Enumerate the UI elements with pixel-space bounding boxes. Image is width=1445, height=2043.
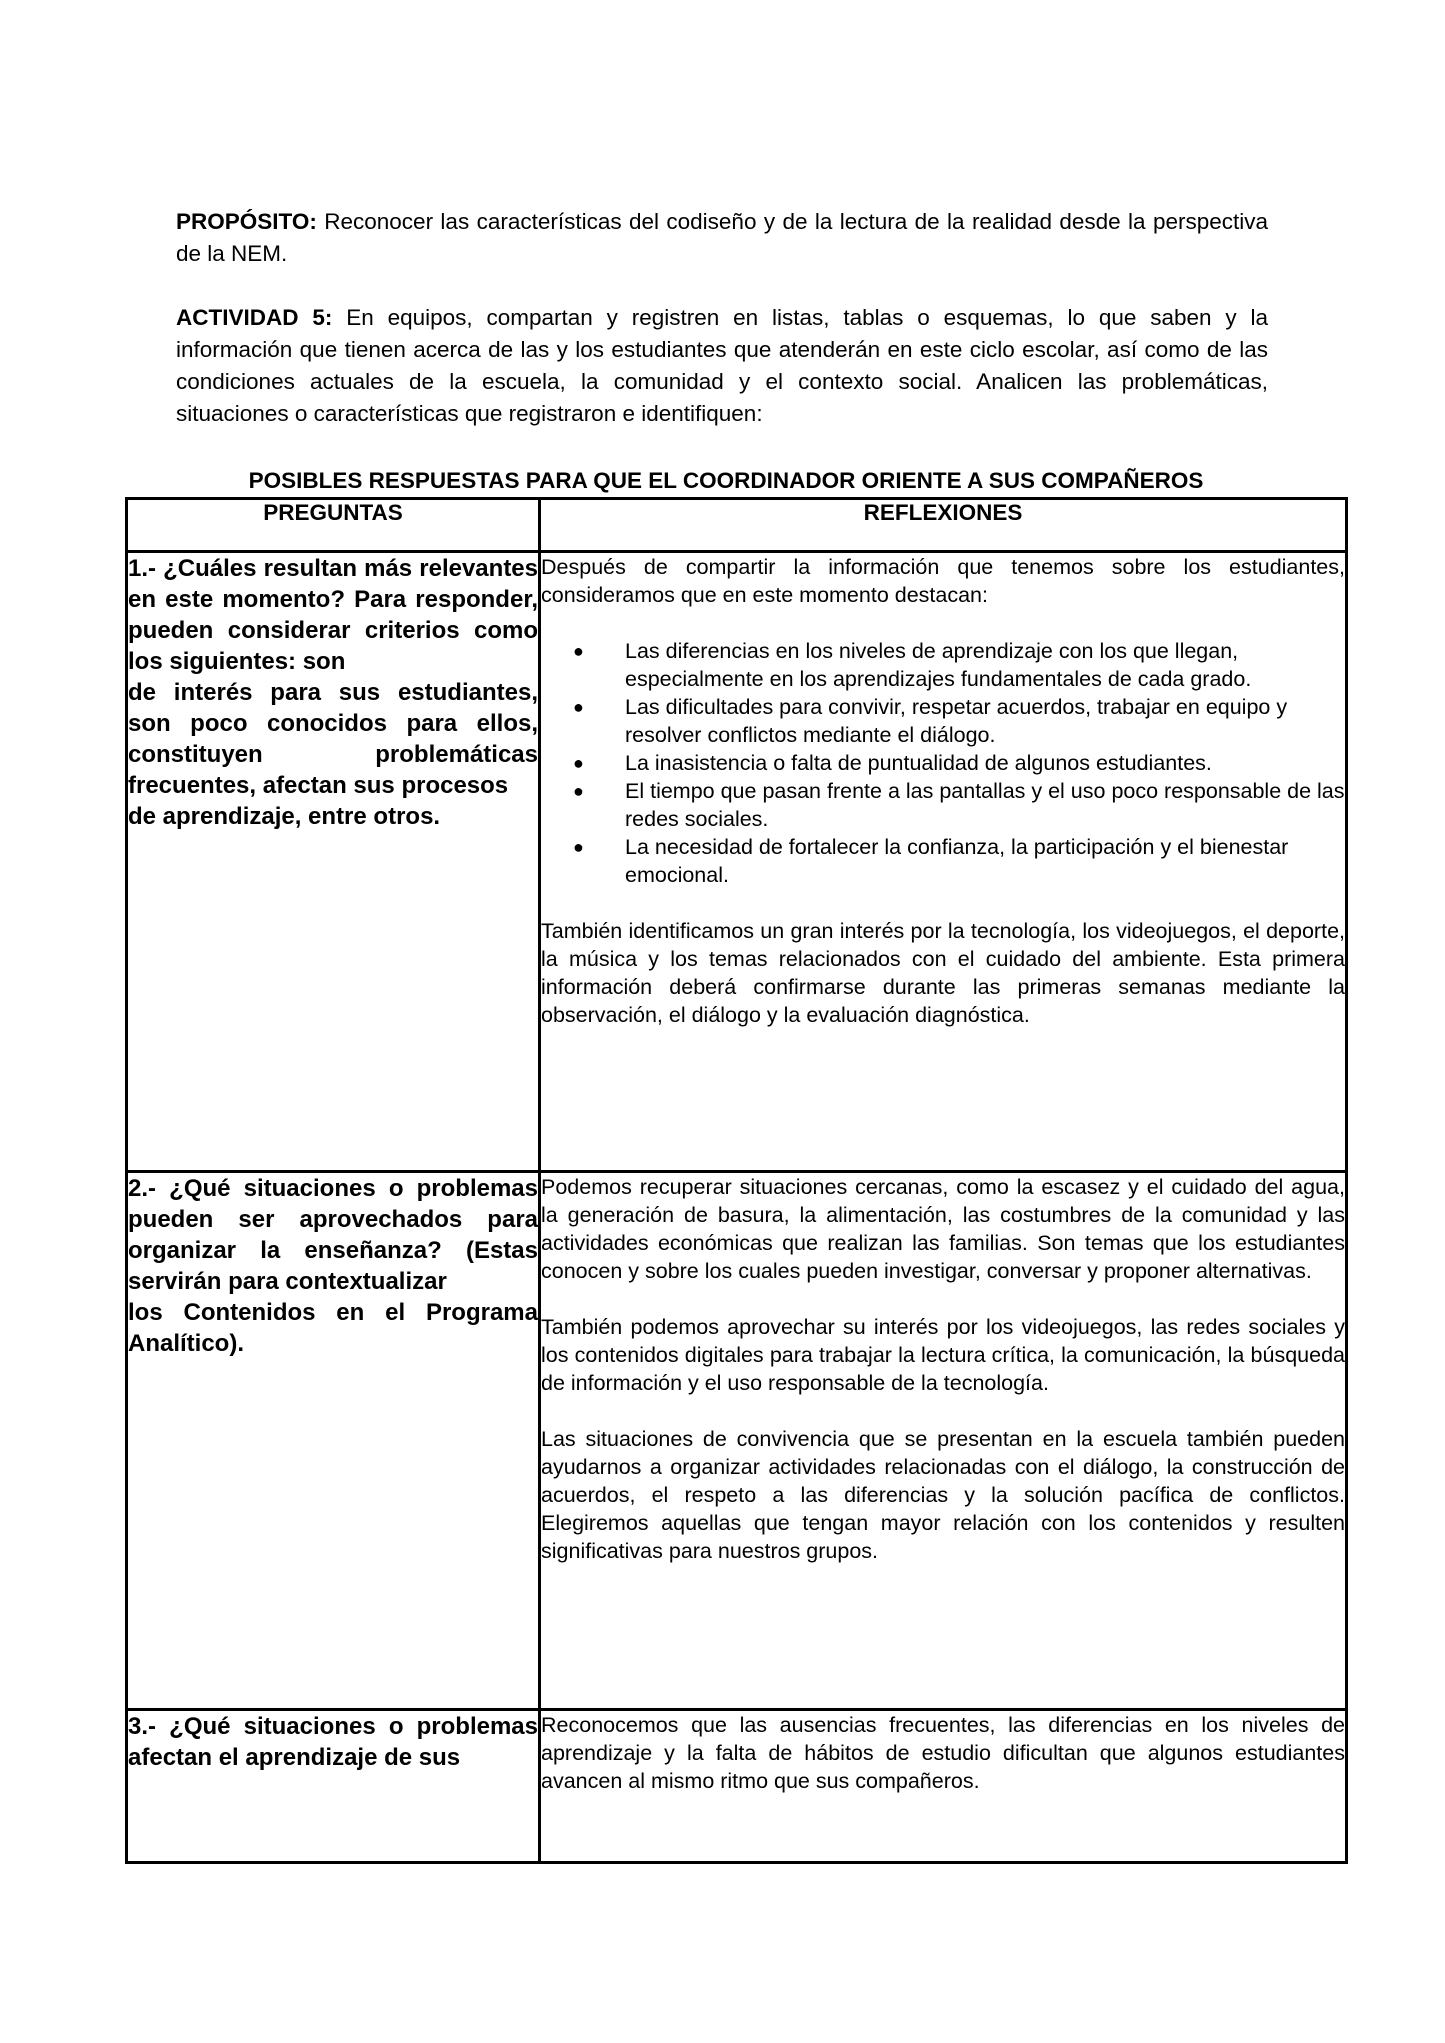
question-line: 2.- ¿Qué situaciones o problemas pueden ser aprovechados para organizar la enseñanza? (Estas servirán para contextualizar xyxy=(128,1175,538,1295)
proposito-label: PROPÓSITO: xyxy=(176,209,317,234)
table-row xyxy=(127,1710,1347,1863)
proposito-paragraph xyxy=(176,206,1268,270)
list-item xyxy=(573,693,1345,749)
table-header-row xyxy=(127,499,1347,552)
question-line: de aprendizaje, entre otros. xyxy=(128,803,441,830)
question-cell xyxy=(127,1710,540,1863)
reflection-paragraph: Las situaciones de convivencia que se presentan en la escuela también pueden ayudarnos a organizar actividades relacionadas con el diálogo, la construcción de acuerdos, el respeto a las diferencias y la solución pacífica de conflictos. Elegiremos aquellas que tengan mayor relación con los contenidos y resulten significativas para nuestros grupos. xyxy=(541,1427,1345,1563)
bullet-icon: ● xyxy=(573,781,584,801)
question-cell xyxy=(127,552,540,1172)
answers-table xyxy=(125,497,1348,1864)
reflection-list xyxy=(541,637,1345,889)
bullet-icon: ● xyxy=(573,753,584,773)
list-item-text: La necesidad de fortalecer la confianza, la participación y el bienestar emocional. xyxy=(625,835,1289,887)
table-row xyxy=(127,1172,1347,1710)
list-item-text: Las dificultades para convivir, respetar acuerdos, trabajar en equipo y resolver conflictos mediante el diálogo. xyxy=(625,695,1288,747)
reflection-paragraph: Podemos recuperar situaciones cercanas, como la escasez y el cuidado del agua, la generación de basura, la alimentación, las costumbres de la comunidad y las actividades económicas que realizan las familias. Son temas que los estudiantes conocen y sobre los cuales pueden investigar, conversar y proponer alternativas. xyxy=(541,1175,1345,1283)
reflection-cell xyxy=(540,552,1347,1172)
list-item-text: El tiempo que pasan frente a las pantallas y el uso poco responsable de las redes sociales. xyxy=(625,779,1345,831)
actividad-paragraph xyxy=(176,302,1268,430)
reflection-cell xyxy=(540,1710,1347,1863)
list-item xyxy=(573,637,1345,693)
question-line: 3.- ¿Qué situaciones o problemas afectan el aprendizaje de sus xyxy=(128,1713,538,1771)
list-item-text: La inasistencia o falta de puntualidad de algunos estudiantes. xyxy=(625,751,1212,775)
table-title: POSIBLES RESPUESTAS PARA QUE EL COORDINADOR ORIENTE A SUS COMPAÑEROS xyxy=(248,468,1204,493)
proposito-text: Reconocer las características del codiseño y de la lectura de la realidad desde la perspectiva de la NEM. xyxy=(176,209,1269,266)
question-cell xyxy=(127,1172,540,1710)
list-item xyxy=(573,777,1345,833)
actividad-text: En equipos, compartan y registren en listas, tablas o esquemas, lo que saben y la información que tienen acerca de las y los estudiantes que atenderán en este ciclo escolar, así como de las condiciones actuales de la escuela, la comunidad y el contexto social. Analicen las problemáticas, situaciones o características que registraron e identifiquen: xyxy=(176,305,1268,426)
list-item-text: Las diferencias en los niveles de aprendizaje con los que llegan, especialmente en los aprendizajes fundamentales de cada grado. xyxy=(625,639,1252,691)
reflection-intro: Después de compartir la información que tenemos sobre los estudiantes, consideramos que en este momento destacan: xyxy=(541,555,1345,607)
reflection-paragraph: También identificamos un gran interés por la tecnología, los videojuegos, el deporte, la música y los temas relacionados con el cuidado del ambiente. Esta primera información deberá confirmarse durante las primeras semanas mediante la observación, el diálogo y la evaluación diagnóstica. xyxy=(541,919,1345,1027)
bullet-icon: ● xyxy=(573,697,584,717)
reflection-paragraph: Reconocemos que las ausencias frecuentes, las diferencias en los niveles de aprendizaje y la falta de hábitos de estudio dificultan que algunos estudiantes avancen al mismo ritmo que sus compañeros. xyxy=(541,1713,1345,1793)
header-reflexiones: REFLEXIONES xyxy=(540,499,1347,552)
bullet-icon: ● xyxy=(573,641,584,661)
question-line: 1.- ¿Cuáles resultan más relevantes en este momento? Para responder, pueden considerar criterios como los siguientes: son xyxy=(128,555,538,675)
header-preguntas: PREGUNTAS xyxy=(127,499,540,552)
table-row xyxy=(127,552,1347,1172)
question-line: los Contenidos en el Programa Analítico). xyxy=(128,1299,538,1357)
reflection-cell xyxy=(540,1172,1347,1710)
list-item xyxy=(573,749,1345,777)
question-line: de interés para sus estudiantes, son poco conocidos para ellos, constituyen problemáticas frecuentes, afectan sus procesos xyxy=(128,679,538,799)
bullet-icon: ● xyxy=(573,837,584,857)
actividad-label: ACTIVIDAD 5: xyxy=(176,305,333,330)
reflection-paragraph: También podemos aprovechar su interés por los videojuegos, las redes sociales y los contenidos digitales para trabajar la lectura crítica, la comunicación, la búsqueda de información y el uso responsable de la tecnología. xyxy=(541,1315,1345,1395)
list-item xyxy=(573,833,1345,889)
